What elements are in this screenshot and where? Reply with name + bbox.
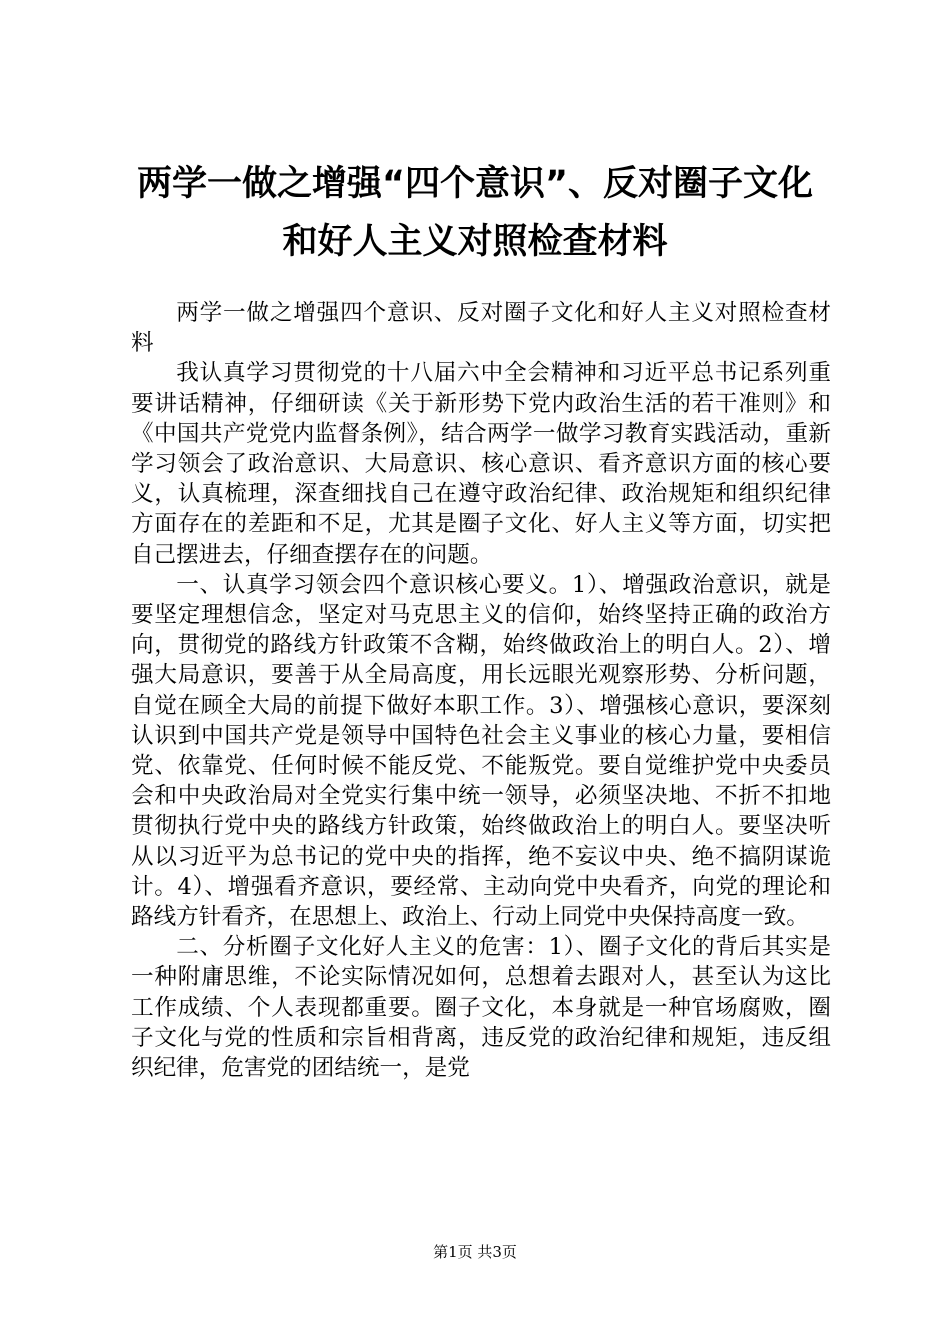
document-title-line-1: 两学一做之增强“四个意识”、反对圈子文化 — [136, 164, 813, 204]
document-body — [131, 298, 831, 1083]
paragraph-subtitle: 两学一做之增强四个意识、反对圈子文化和好人主义对照检查材料 — [131, 300, 831, 357]
document-title-line-2: 和好人主义对照检查材料 — [282, 222, 668, 262]
paragraph-section-1: 一、认真学习领会四个意识核心要义。1）、增强政治意识，就是要坚定理想信念，坚定对马克思主义的信仰，始终坚持正确的政治方向，贯彻党的路线方针政策不含糊，始终做政治上的明白人。2）、增强大局意识，要善于从全局高度，用长远眼光观察形势、分析问题，自觉在顾全大局的前提下做好本职工作。3）、增强核心意识，要深刻认识到中国共产党是领导中国特色社会主义事业的核心力量，要相信党、依靠党、任何时候不能反党、不能叛党。要自觉维护党中央委员会和中央政治局对全党实行集中统一领导，必须坚决地、不折不扣地贯彻执行党中央的路线方针政策，始终做政治上的明白人。要坚决听从以习近平为总书记的党中央的指挥，绝不妄议中央、绝不搞阴谋诡计。4）、增强看齐意识，要经常、主动向党中央看齐，向党的理论和路线方针看齐，在思想上、政治上、行动上同党中央保持高度一致。 — [131, 571, 831, 931]
paragraph-intro: 我认真学习贯彻党的十八届六中全会精神和习近平总书记系列重要讲话精神，仔细研读《关于新形势下党内政治生活的若干准则》和《中国共产党党内监督条例》，结合两学一做学习教育实践活动，重新学习领会了政治意识、大局意识、核心意识、看齐意识方面的核心要义，认真梳理，深查细找自己在遵守政治纪律、政治规矩和组织纪律方面存在的差距和不足，尤其是圈子文化、好人主义等方面，切实把自己摆进去，仔细查摆存在的问题。 — [131, 360, 831, 568]
paragraph-section-2: 二、分析圈子文化好人主义的危害：1）、圈子文化的背后其实是一种附庸思维，不论实际情况如何，总想着去跟对人，甚至认为这比工作成绩、个人表现都重要。圈子文化，本身就是一种官场腐败，圈子文化与党的性质和宗旨相背离，违反党的政治纪律和规矩，违反组织纪律，危害党的团结统一，是党 — [131, 934, 831, 1082]
page-footer: 第1页 共3页 — [433, 1243, 517, 1261]
